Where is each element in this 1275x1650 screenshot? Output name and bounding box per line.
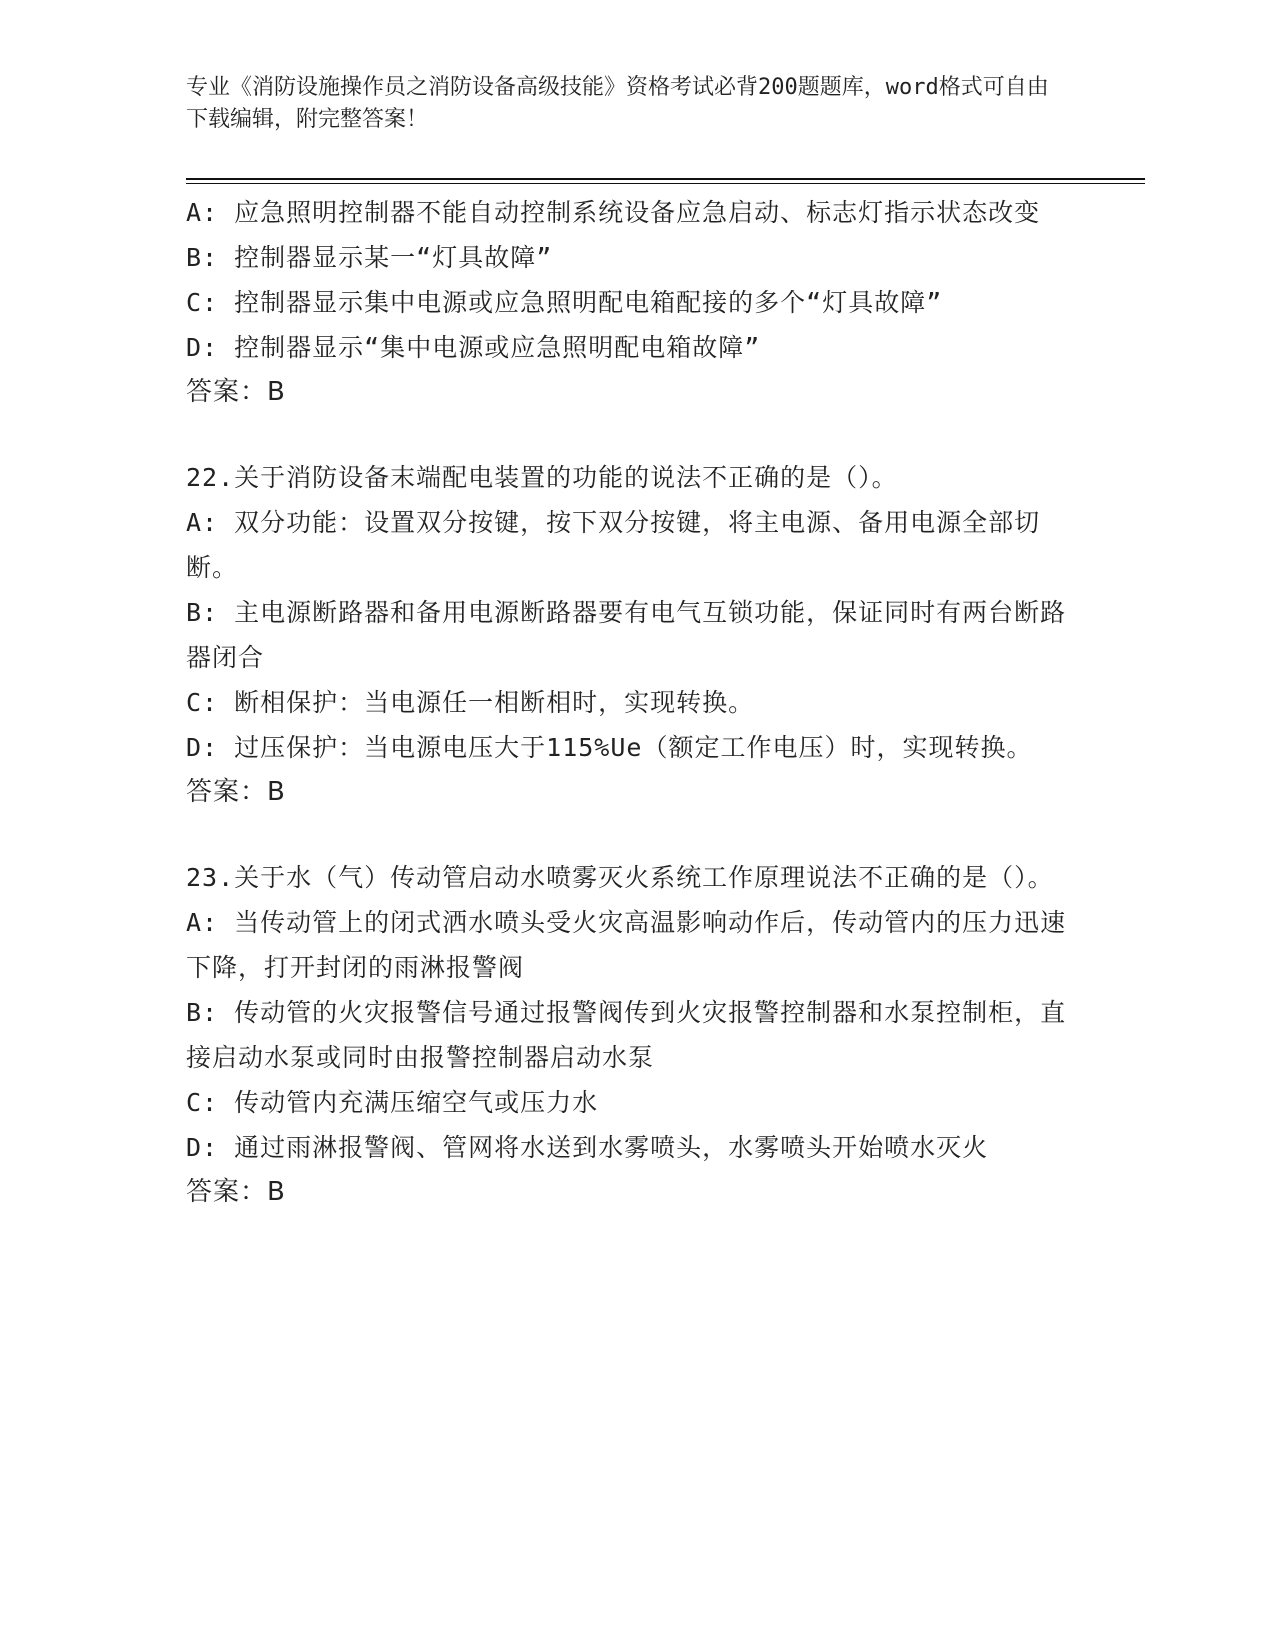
question-23 bbox=[186, 855, 1086, 1215]
option-d: D: 控制器显示“集中电源或应急照明配电箱故障” bbox=[186, 333, 761, 362]
question-content bbox=[186, 190, 1086, 1215]
header-divider-thin bbox=[186, 183, 1145, 184]
document-header: 专业《消防设施操作员之消防设备高级技能》资格考试必背200题题库，word格式可自由下载编辑，附完整答案！ bbox=[186, 75, 1049, 132]
question-21-continued bbox=[186, 190, 1086, 415]
header-divider-thick bbox=[186, 178, 1145, 180]
question-stem: 23.关于水（气）传动管启动水喷雾灭火系统工作原理说法不正确的是（）。 bbox=[186, 863, 1054, 892]
option-c: C: 控制器显示集中电源或应急照明配电箱配接的多个“灯具故障” bbox=[186, 288, 943, 317]
option-d: D: 过压保护：当电源电压大于115%Ue（额定工作电压）时，实现转换。 bbox=[186, 733, 1033, 762]
answer: 答案：B bbox=[186, 377, 286, 407]
option-b: B: 控制器显示某一“灯具故障” bbox=[186, 243, 553, 272]
option-a: A: 应急照明控制器不能自动控制系统设备应急启动、标志灯指示状态改变 bbox=[186, 198, 1041, 227]
option-a: A: 双分功能：设置双分按键，按下双分按键，将主电源、备用电源全部切断。 bbox=[186, 508, 1041, 582]
option-a: A: 当传动管上的闭式洒水喷头受火灾高温影响动作后，传动管内的压力迅速下降，打开封闭的雨淋报警阀 bbox=[186, 908, 1067, 982]
option-c: C: 断相保护：当电源任一相断相时，实现转换。 bbox=[186, 688, 755, 717]
question-stem: 22.关于消防设备末端配电装置的功能的说法不正确的是（）。 bbox=[186, 463, 898, 492]
option-d: D: 通过雨淋报警阀、管网将水送到水雾喷头，水雾喷头开始喷水灭火 bbox=[186, 1133, 989, 1162]
option-b: B: 传动管的火灾报警信号通过报警阀传到火灾报警控制器和水泵控制柜，直接启动水泵或同时由报警控制器启动水泵 bbox=[186, 998, 1067, 1072]
question-22 bbox=[186, 455, 1086, 815]
option-c: C: 传动管内充满压缩空气或压力水 bbox=[186, 1088, 599, 1117]
option-b: B: 主电源断路器和备用电源断路器要有电气互锁功能，保证同时有两台断路器闭合 bbox=[186, 598, 1067, 672]
answer: 答案：B bbox=[186, 1177, 286, 1207]
answer: 答案：B bbox=[186, 777, 286, 807]
